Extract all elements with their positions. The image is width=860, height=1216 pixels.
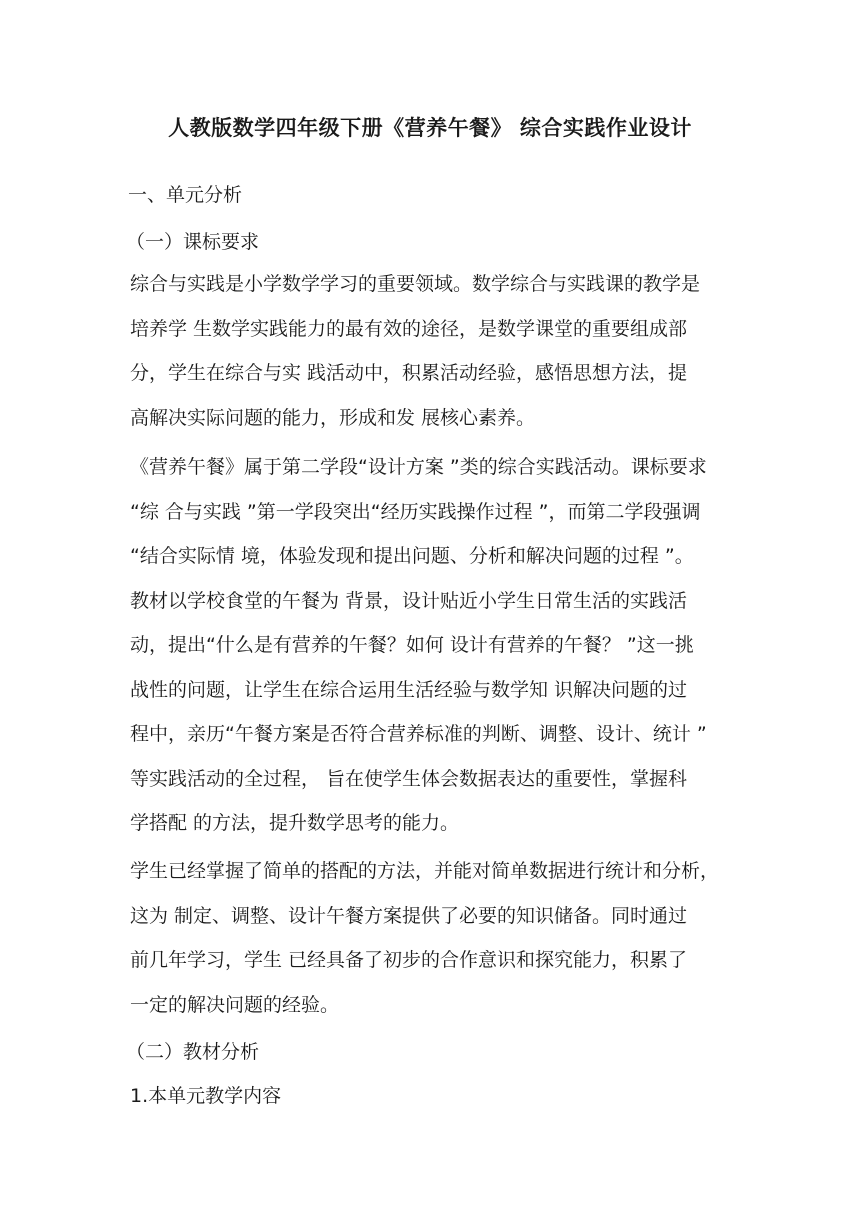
paragraph-line: 程中，亲历“午餐方案是否符合营养标准的判断、调整、设计、统计 ” xyxy=(130,723,707,745)
paragraph-line: 《营养午餐》属于第二学段“设计方案 ”类的综合实践活动。课标要求 xyxy=(130,456,707,478)
paragraph-2 xyxy=(130,452,742,853)
paragraph-line: 培养学 生数学实践能力的最有效的途径，是数学课堂的重要组成部 xyxy=(130,317,688,340)
paragraph-line: 分，学生在综合与实 践活动中，积累活动经验，感悟思想方法，提 xyxy=(130,362,688,384)
paragraph-line: 教材以学校食堂的午餐为 背景，设计贴近小学生日常生活的实践活 xyxy=(130,589,688,612)
paragraph-line: 这为 制定、调整、设计午餐方案提供了必要的知识储备。同时通过 xyxy=(130,904,688,927)
paragraph-line: 战性的问题，让学生在综合运用生活经验与数学知 识解决问题的过 xyxy=(130,678,688,701)
paragraph-3 xyxy=(130,856,742,1034)
paragraph-1 xyxy=(130,269,742,447)
paragraph-line: 学搭配 的方法，提升数学思考的能力。 xyxy=(130,812,460,834)
paragraph-line: “综 合与实践 ”第一学段突出“经历实践操作过程 ”，而第二学段强调 xyxy=(130,500,701,523)
paragraph-line: 一定的解决问题的经验。 xyxy=(130,993,340,1016)
paragraph-line: 动，提出“什么是有营养的午餐？如何 设计有营养的午餐？ ”这一挑 xyxy=(130,634,694,656)
document-title: 人教版数学四年级下册《营养午餐》 综合实践作业设计 xyxy=(168,116,692,140)
paragraph-line: 前几年学习，学生 已经具备了初步的合作意识和探究能力，积累了 xyxy=(130,949,688,971)
paragraph-line: “结合实际情 境，体验发现和提出问题、分析和解决问题的过程 ”。 xyxy=(130,545,694,567)
paragraph-line: 等实践活动的全过程， 旨在使学生体会数据表达的重要性，掌握科 xyxy=(130,767,688,790)
list-item-unit-content: 1.本单元教学内容 xyxy=(130,1085,282,1107)
paragraph-line: 综合与实践是小学数学学习的重要领域。数学综合与实践课的教学是 xyxy=(130,273,701,295)
paragraph-line: 学生已经掌握了简单的搭配的方法，并能对简单数据进行统计和分析， xyxy=(130,860,720,882)
section-heading-unit-analysis: 一、单元分析 xyxy=(128,184,243,206)
subsection-heading-curriculum-standards: （一）课标要求 xyxy=(126,231,260,253)
subsection-heading-textbook-analysis: （二）教材分析 xyxy=(126,1041,260,1063)
paragraph-line: 高解决实际问题的能力，形成和发 展核心素养。 xyxy=(130,406,536,429)
